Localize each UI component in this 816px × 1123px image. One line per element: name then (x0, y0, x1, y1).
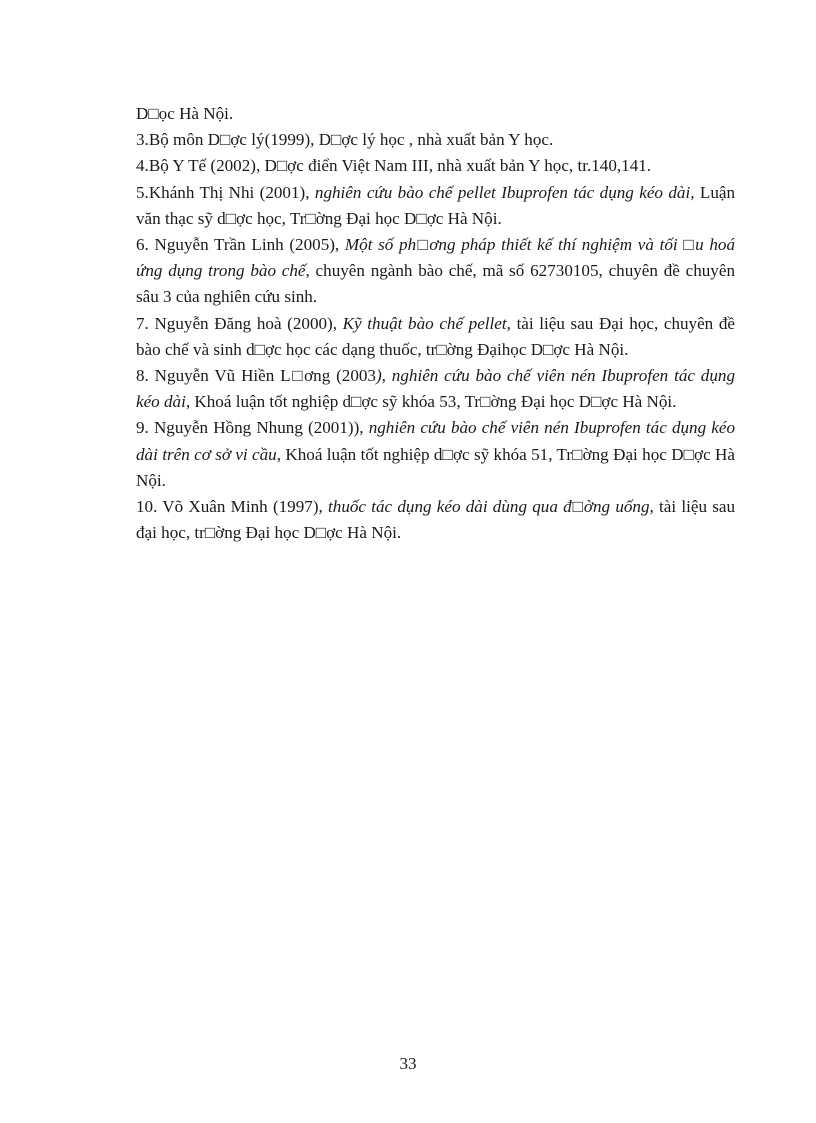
reference-author: 10. Võ Xuân Minh (1997), (136, 497, 329, 517)
reference-title: Một số ph□ơng pháp thiết kế thí nghiệm và tối □u hoá ứng dụng trong bào chế (136, 235, 735, 281)
reference-text: 4.Bộ Y Tế (2002), D□ợc điển Việt Nam III, nhà xuất bản Y học, tr.140,141. (136, 156, 652, 176)
reference-author: 5.Khánh Thị Nhi (2001), (136, 182, 315, 202)
reference-list (136, 101, 735, 546)
reference-source: , tài liệu sau đại học, tr□ờng Đại học D□ợc Hà Nội. (136, 497, 736, 543)
reference-item (136, 415, 735, 494)
reference-author: 7. Nguyễn Đăng hoà (2000), (136, 313, 343, 333)
reference-author: 8. Nguyễn Vũ Hiền L□ơng (2003 (136, 366, 376, 386)
reference-text: D□ọc Hà Nội. (136, 104, 234, 123)
reference-source: , tài liệu sau Đại học, chuyên đề bào chế và sinh d□ợc học các dạng thuốc, tr□ờng Đạihọc D□ợc Hà Nội. (136, 313, 735, 359)
reference-item (136, 494, 735, 546)
reference-author: 9. Nguyễn Hồng Nhung (2001)), (136, 418, 369, 438)
reference-source: , Khoá luận tốt nghiệp d□ợc sỹ khóa 53, Tr□ờng Đại học D□ợc Hà Nội. (185, 392, 677, 412)
reference-title: nghiên cứu bào chế viên nén Ibuprofen tác dụng kéo dài trên cơ sở vi cầu, (136, 418, 735, 464)
reference-source: Luận văn thạc sỹ d□ợc học, Tr□ờng Đại học D□ợc Hà Nội. (136, 182, 736, 228)
reference-source: Khoá luận tốt nghiệp d□ợc sỹ khóa 51, Tr□ờng Đại học D□ợc Hà Nội. (136, 444, 735, 490)
reference-item (136, 363, 735, 415)
reference-item (136, 153, 735, 179)
reference-source: , chuyên ngành bào chế, mã số 62730105, chuyên đề chuyên sâu 3 của nghiên cứu sinh. (136, 261, 735, 307)
reference-item (136, 232, 735, 311)
reference-title: ), nghiên cứu bào chế viên nén Ibuprofen tác dụng kéo dài (136, 366, 735, 412)
reference-title: nghiên cứu bào chế pellet Ibuprofen tác dụng kéo dài, (314, 182, 695, 202)
reference-item (136, 180, 735, 232)
reference-item (136, 127, 735, 153)
reference-text: 3.Bộ môn D□ợc lý(1999), D□ợc lý học , nhà xuất bản Y học. (136, 130, 554, 150)
reference-title: thuốc tác dụng kéo dài dùng qua đ□ờng uống (328, 497, 650, 517)
reference-item (136, 101, 735, 127)
reference-title: Kỹ thuật bào chế pellet (342, 313, 507, 333)
page-number: 33 (399, 1054, 417, 1073)
reference-author: 6. Nguyễn Trần Linh (2005), (136, 235, 345, 255)
reference-item (136, 311, 735, 363)
